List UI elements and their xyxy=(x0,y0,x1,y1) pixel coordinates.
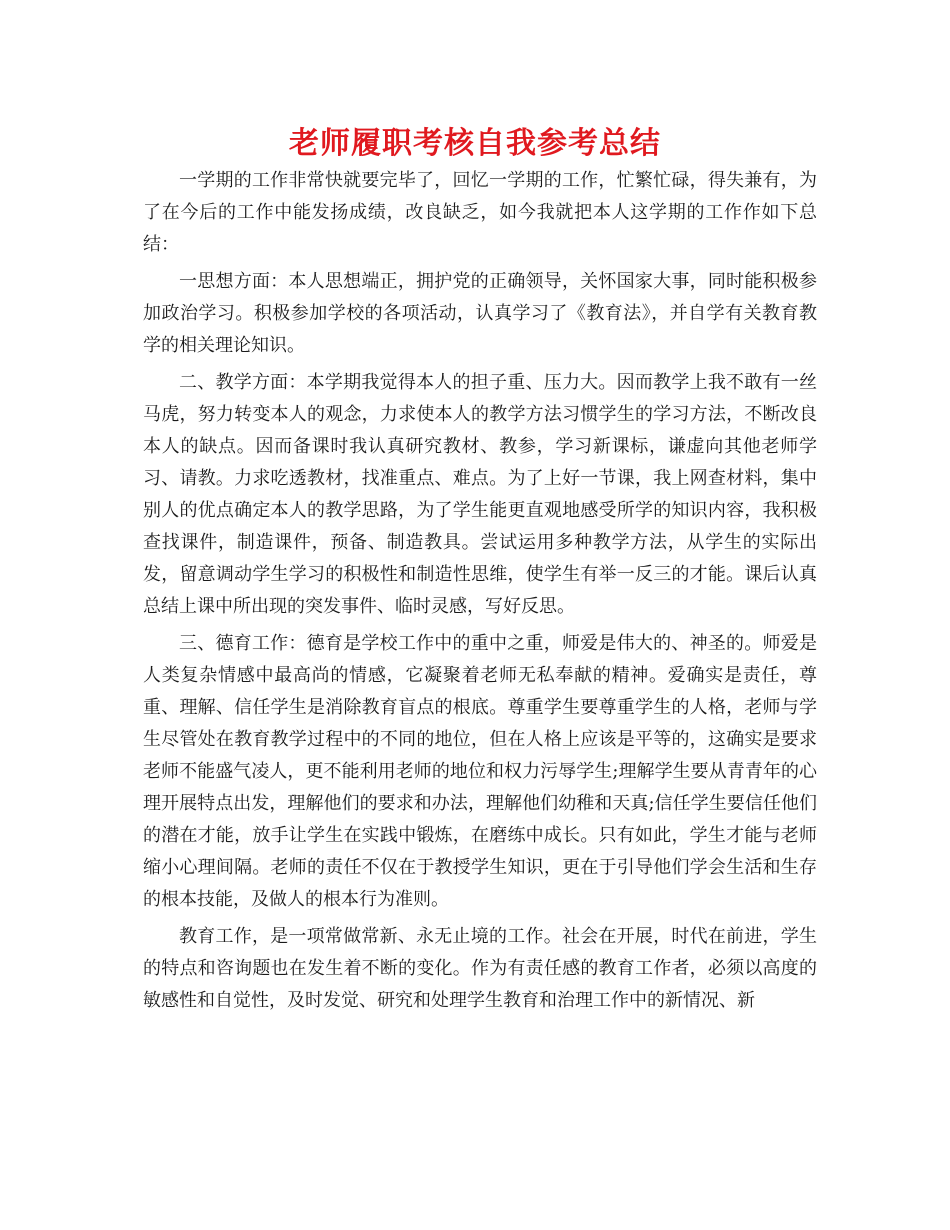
paragraph-ideology: 一思想方面：本人思想端正，拥护党的正确领导，关怀国家大事，同时能积极参加政治学习。积极参加学校的各项活动，认真学习了《教育法》，并自学有关教育教学的相关理论知识。 xyxy=(143,271,817,356)
paragraph-teaching: 二、教学方面：本学期我觉得本人的担子重、压力大。因而教学上我不敢有一丝马虎，努力转变本人的观念，力求使本人的教学方法习惯学生的学习方法，不断改良本人的缺点。因而备课时我认真研究教材、教参，学习新课标，谦虚向其他老师学习、请教。力求吃透教材，找准重点、难点。为了上好一节课，我上网查材料，集中别人的优点确定本人的教学思路，为了学生能更直观地感受所学的知识内容，我积极查找课件，制造课件，预备、制造教具。尝试运用多种教学方法，从学生的实际出发，留意调动学生学习的积极性和制造性思维，使学生有举一反三的才能。课后认真总结上课中所出现的突发事件、临时灵感，写好反思。 xyxy=(143,372,817,617)
document-title: 老师履职考核自我参考总结 xyxy=(289,126,661,161)
paragraph-education-work: 教育工作，是一项常做常新、永无止境的工作。社会在开展，时代在前进，学生的特点和咨询题也在发生着不断的变化。作为有责任感的教育工作者，必须以高度的敏感性和自觉性，及时发觉、研究和处理学生教育和治理工作中的新情况、新 xyxy=(143,926,817,1011)
paragraph-moral-education: 三、德育工作：德育是学校工作中的重中之重，师爱是伟大的、神圣的。师爱是人类复杂情感中最高尚的情感，它凝聚着老师无私奉献的精神。爱确实是责任，尊重、理解、信任学生是消除教育盲点的根底。尊重学生要尊重学生的人格，老师与学生尽管处在教育教学过程中的不同的地位，但在人格上应该是平等的，这确实是要求老师不能盛气凌人，更不能利用老师的地位和权力污辱学生;理解学生要从青青年的心理开展特点出发，理解他们的要求和办法，理解他们幼稚和天真;信任学生要信任他们的潜在才能，放手让学生在实践中锻炼，在磨练中成长。只有如此，学生才能与老师缩小心理间隔。老师的责任不仅在于教授学生知识，更在于引导他们学会生活和生存的根本技能，及做人的根本行为准则。 xyxy=(143,633,817,910)
paragraph-intro: 一学期的工作非常快就要完毕了，回忆一学期的工作，忙繁忙碌，得失兼有，为了在今后的工作中能发扬成绩，改良缺乏，如今我就把本人这学期的工作作如下总结： xyxy=(143,170,817,255)
document-body xyxy=(143,165,817,1022)
